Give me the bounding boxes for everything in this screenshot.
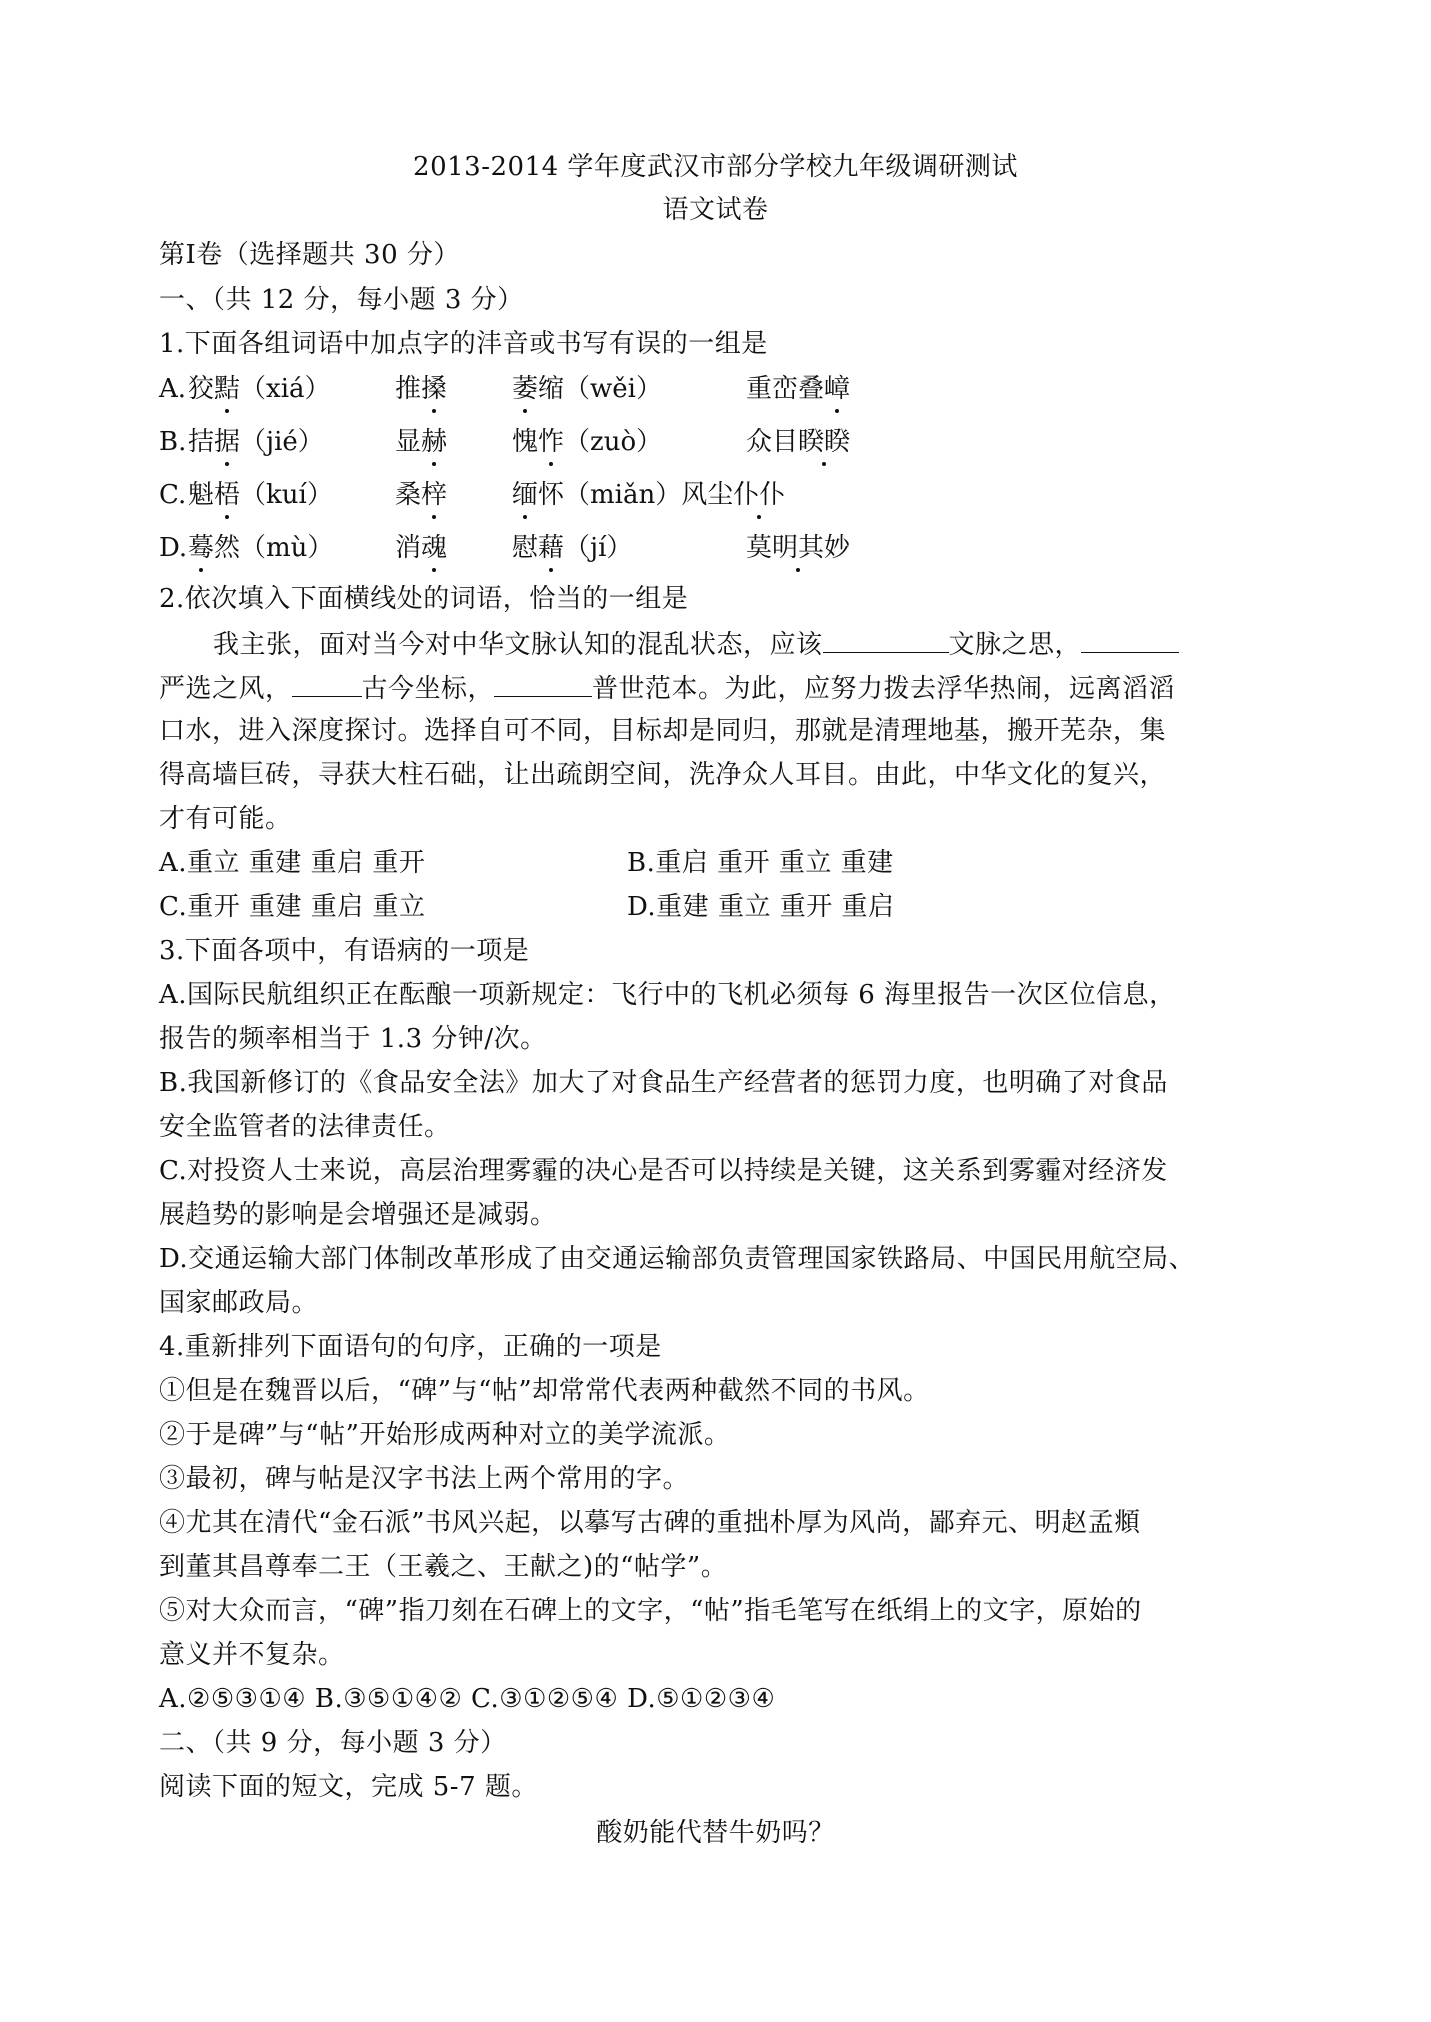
q1-word: 慰藉（jí）: [512, 533, 633, 563]
q3-line: 展趋势的影响是会增强还是减弱。: [159, 1200, 557, 1230]
q2-option-d: D.重建 重立 重开 重启: [627, 892, 895, 922]
q1-option-label: D.: [159, 533, 188, 563]
q4-options: A.②⑤③①④ B.③⑤①④② C.③①②⑤④ D.⑤①②③④: [159, 1684, 776, 1714]
volume-header: 第Ⅰ卷（选择题共 30 分）: [159, 240, 460, 270]
fill-blank: [1081, 626, 1179, 653]
reading-intro: 阅读下面的短文，完成 5-7 题。: [159, 1772, 538, 1802]
q1-option-label: A.: [159, 374, 187, 404]
fill-blank: [292, 670, 362, 697]
q2-stem: 2.依次填入下面横线处的词语，恰当的一组是: [159, 584, 689, 614]
q1-word: 愧怍（zuò）: [512, 427, 663, 457]
q1-word: 消魂: [395, 533, 448, 563]
q3-line: 国家邮政局。: [159, 1288, 319, 1318]
q3-stem: 3.下面各项中，有语病的一项是: [159, 936, 530, 966]
q2-option-a: A.重立 重建 重启 重开: [159, 848, 426, 878]
q4-line: 意义并不复杂。: [159, 1640, 345, 1670]
exam-title: 2013-2014 学年度武汉市部分学校九年级调研测试: [413, 152, 1018, 182]
section2-header: 二、（共 9 分，每小题 3 分）: [159, 1728, 507, 1758]
q2-passage-line: 口水，进入深度探讨。选择自可不同，目标却是同归，那就是清理地基，搬开芜杂，集: [159, 716, 1167, 746]
q4-line: ②于是碑”与“帖”开始形成两种对立的美学流派。: [159, 1420, 731, 1450]
passage-title: 酸奶能代替牛奶吗？: [596, 1818, 835, 1848]
exam-subtitle: 语文试卷: [662, 195, 769, 225]
q4-line: ③最初，碑与帖是汉字书法上两个常用的字。: [159, 1464, 690, 1494]
q1-word: 桑梓: [395, 480, 448, 510]
q1-word: 萎缩（wěi）: [512, 374, 662, 404]
q1-option-label: B.: [159, 427, 187, 457]
q2-option-c: C.重开 重建 重启 重立: [159, 892, 426, 922]
q1-word: 莫明其妙: [746, 533, 851, 563]
q3-line: 报告的频率相当于 1.3 分钟/次。: [159, 1024, 547, 1054]
fill-blank: [823, 626, 949, 653]
q1-word: 蓦然（mù）: [188, 533, 334, 563]
q1-word: 缅怀（miǎn）风尘仆仆: [512, 480, 786, 510]
q3-line: 安全监管者的法律责任。: [159, 1112, 451, 1142]
q2-passage-line: 才有可能。: [159, 804, 292, 834]
q3-line: C.对投资人士来说，高层治理雾霾的决心是否可以持续是关键，这关系到雾霾对经济发: [159, 1156, 1168, 1186]
q1-word: 狡黠（xiá）: [188, 374, 331, 404]
q2-passage-line: 严选之风， 古今坐标， 普世范本。为此，应努力拨去浮华热闹，远离滔滔: [159, 670, 1175, 706]
q1-word: 魁梧（kuí）: [188, 480, 333, 510]
q1-stem: 1.下面各组词语中加点字的沣音或书写有误的一组是: [159, 329, 768, 359]
q2-option-b: B.重启 重开 重立 重建: [627, 848, 894, 878]
q1-word: 显赫: [395, 427, 448, 457]
q3-line: D.交通运输大部门体制改革形成了由交通运输部负责管理国家铁路局、中国民用航空局、: [159, 1244, 1196, 1274]
q4-stem: 4.重新排列下面语句的句序，正确的一项是: [159, 1332, 662, 1362]
q1-word: 重峦叠嶂: [746, 374, 851, 404]
q4-line: ①但是在魏晋以后，“碑”与“帖”却常常代表两种截然不同的书风。: [159, 1376, 930, 1406]
q2-passage-line: 我主张，面对当今对中华文脉认知的混乱状态，应该 文脉之思，: [213, 626, 1179, 662]
q4-line: ⑤对大众而言，“碑”指刀刻在石碑上的文字，“帖”指毛笔写在纸绢上的文字，原始的: [159, 1596, 1142, 1626]
section1-header: 一、（共 12 分，每小题 3 分）: [159, 285, 524, 315]
q3-line: A.国际民航组织正在酝酿一项新规定：飞行中的飞机必须每 6 海里报告一次区位信息，: [159, 980, 1176, 1010]
q2-passage-line: 得高墙巨砖，寻获大柱石础，让出疏朗空间，洗净众人耳目。由此，中华文化的复兴，: [159, 760, 1167, 790]
q1-option-label: C.: [159, 480, 187, 510]
q1-word: 推搡: [395, 374, 448, 404]
q1-word: 拮据（jié）: [188, 427, 324, 457]
q4-line: 到董其昌尊奉二王（王羲之、王献之)的“帖学”。: [159, 1552, 728, 1582]
q4-line: ④尤其在清代“金石派”书风兴起，以摹写古碑的重拙朴厚为风尚，鄙弃元、明赵孟頫: [159, 1508, 1141, 1538]
q3-line: B.我国新修订的《食品安全法》加大了对食品生产经营者的惩罚力度，也明确了对食品: [159, 1068, 1168, 1098]
fill-blank: [494, 670, 592, 697]
q1-word: 众目睽睽: [746, 427, 851, 457]
